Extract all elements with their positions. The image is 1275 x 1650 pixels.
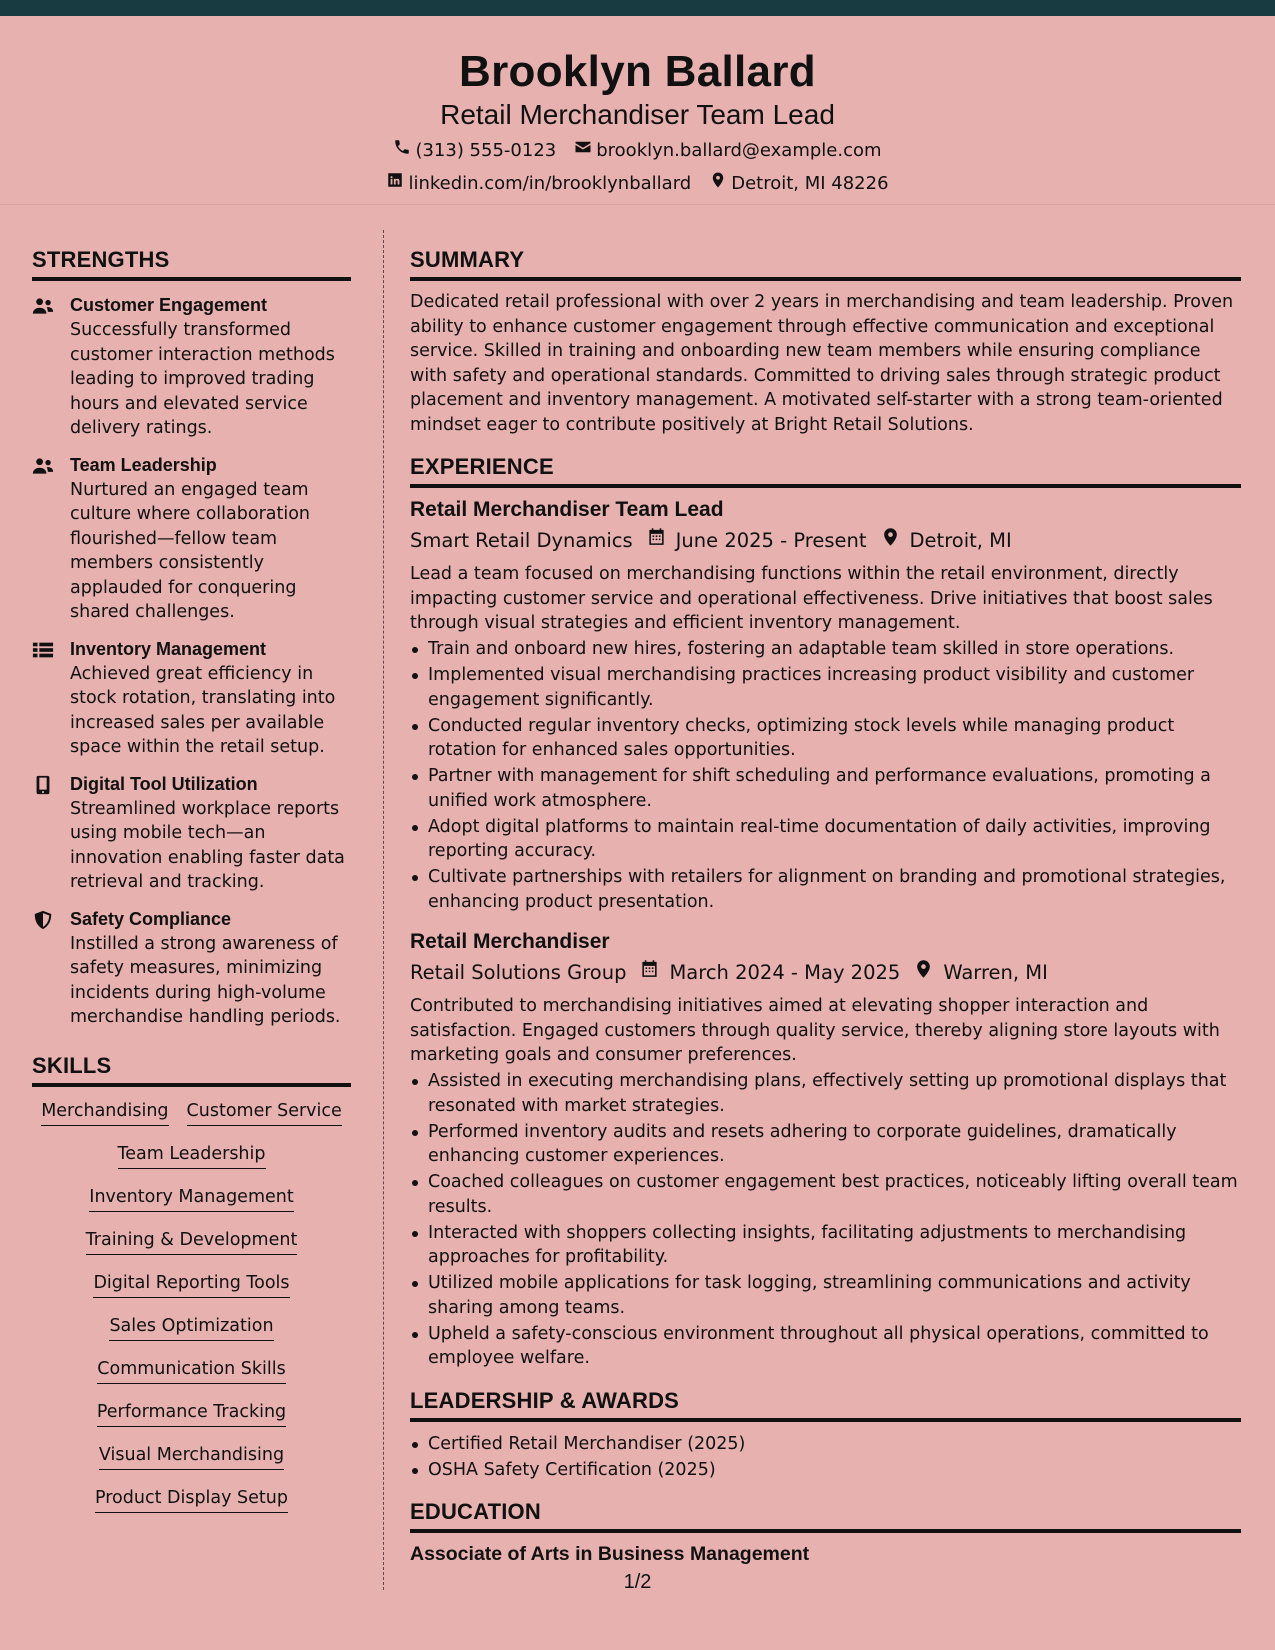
users-icon [32, 453, 70, 625]
job-location: Warren, MI [943, 961, 1048, 984]
job-location: Detroit, MI [909, 529, 1012, 552]
skills-list [32, 1099, 351, 1513]
linkedin-contact[interactable] [386, 171, 691, 196]
job-meta [410, 527, 1241, 555]
strength-title: Safety Compliance [70, 908, 232, 929]
strength-description: Achieved great efficiency in stock rotation, translating into increased sales per available space within the retail setup. [70, 663, 336, 757]
shield-icon [32, 907, 70, 1030]
bullet-item: Utilized mobile applications for task logging, streamlining communications and activity sharing among teams. [410, 1271, 1241, 1320]
envelope-icon [574, 138, 592, 163]
resume-header [0, 16, 1275, 204]
skill-tag: Team Leadership [118, 1142, 266, 1169]
location-text: Detroit, MI 48226 [731, 172, 889, 194]
strength-item [32, 453, 351, 625]
job-description: Contributed to merchandising initiatives aimed at elevating shopper interaction and satisfaction. Engaged customers through quality service, thereby aligning store layouts with marketing goals and consumer preferences. [410, 996, 1220, 1065]
bullet-item: Train and onboard new hires, fostering an adaptable team skilled in store operations. [410, 637, 1241, 662]
strength-item [32, 293, 351, 441]
top-accent-bar [0, 0, 1275, 16]
skill-tag: Customer Service [187, 1099, 342, 1126]
bullet-item: Assisted in executing merchandising plans, effectively setting up promotional displays that resonated with market strategies. [410, 1069, 1241, 1118]
job-entry [410, 928, 1241, 1371]
skill-tag: Product Display Setup [95, 1486, 288, 1513]
job-meta [410, 959, 1241, 987]
strength-description: Streamlined workplace reports using mobile tech—an innovation enabling faster data retrieval and tracking. [70, 798, 345, 892]
award-item: OSHA Safety Certification (2025) [410, 1458, 1241, 1483]
strength-body [70, 293, 351, 441]
education-title: EDUCATION [410, 1498, 1241, 1533]
skill-tag: Visual Merchandising [99, 1443, 284, 1470]
bullet-item: Coached colleagues on customer engagement best practices, noticeably lifting overall team results. [410, 1170, 1241, 1219]
strength-item [32, 637, 351, 760]
bullet-item: Upheld a safety-conscious environment throughout all physical operations, committed to employee welfare. [410, 1322, 1241, 1371]
job-entry [410, 496, 1241, 914]
strength-body [70, 453, 351, 625]
contact-row-1 [0, 138, 1275, 163]
awards-list [410, 1432, 1241, 1483]
page-number: 1/2 [623, 1571, 652, 1593]
job-title: Retail Merchandiser Team Lead [410, 498, 724, 521]
award-item: Certified Retail Merchandiser (2025) [410, 1432, 1241, 1457]
map-pin-icon [900, 959, 943, 987]
strength-description: Instilled a strong awareness of safety measures, minimizing incidents during high-volume merchandise handling periods. [70, 933, 341, 1027]
strength-body [70, 637, 351, 760]
strengths-list [32, 293, 351, 1030]
location-contact [709, 171, 888, 196]
users-icon [32, 293, 70, 441]
list-icon [32, 637, 70, 760]
strength-body [70, 907, 351, 1030]
skill-tag: Inventory Management [89, 1185, 293, 1212]
header-divider [0, 204, 1275, 205]
map-pin-icon [709, 171, 727, 196]
experience-title: EXPERIENCE [410, 453, 1241, 488]
bullet-item: Cultivate partnerships with retailers for alignment on branding and promotional strategies, enhancing product presentation. [410, 865, 1241, 914]
job-dates: June 2025 - Present [675, 529, 867, 552]
calendar-icon [626, 959, 669, 987]
job-title: Retail Merchandiser [410, 930, 610, 953]
phone-text: (313) 555-0123 [415, 139, 557, 161]
education-degree: Associate of Arts in Business Management [410, 1543, 810, 1565]
right-column [410, 246, 1241, 1567]
map-pin-icon [867, 527, 910, 555]
strength-description: Nurtured an engaged team culture where collaboration flourished—fellow team members consistently applauded for conquering shared challenges. [70, 479, 311, 622]
strength-title: Inventory Management [70, 638, 267, 659]
strength-item [32, 907, 351, 1030]
bullet-item: Performed inventory audits and resets adhering to corporate guidelines, dramatically enhancing customer experiences. [410, 1120, 1241, 1169]
phone-contact [393, 138, 556, 163]
email-contact[interactable] [574, 138, 881, 163]
strength-title: Digital Tool Utilization [70, 773, 258, 794]
summary-title: SUMMARY [410, 246, 1241, 281]
job-dates: March 2024 - May 2025 [669, 961, 901, 984]
skill-tag: Sales Optimization [109, 1314, 273, 1341]
linkedin-text[interactable]: linkedin.com/in/brooklynballard [408, 172, 692, 194]
phone-icon [393, 138, 411, 163]
strengths-title: STRENGTHS [32, 246, 351, 281]
strength-item [32, 772, 351, 895]
email-text[interactable]: brooklyn.ballard@example.com [596, 139, 882, 161]
job-bullets [410, 637, 1241, 914]
left-column [32, 246, 351, 1513]
strength-title: Team Leadership [70, 454, 217, 475]
job-bullets [410, 1069, 1241, 1371]
calendar-icon [633, 527, 676, 555]
summary-text: Dedicated retail professional with over 2 years in merchandising and team leadership. Proven ability to enhance customer engagement through effective communication and exceptional service. Skilled in training and onboarding new team members while ensuring compliance with safety and operational standards. Committed to driving sales through strategic product placement and inventory management. A motivated self-starter with a strong team-oriented mindset eager to contribute positively at Bright Retail Solutions. [410, 292, 1234, 435]
skill-tag: Training & Development [86, 1228, 298, 1255]
skills-title: SKILLS [32, 1052, 351, 1087]
job-description: Lead a team focused on merchandising functions within the retail environment, directly impacting customer service and operational effectiveness. Drive initiatives that boost sales through visual strategies and efficient inventory management. [410, 564, 1213, 633]
contact-row-2 [0, 171, 1275, 196]
bullet-item: Adopt digital platforms to maintain real-time documentation of daily activities, improving reporting accuracy. [410, 815, 1241, 864]
bullet-item: Partner with management for shift scheduling and performance evaluations, promoting a unified work atmosphere. [410, 764, 1241, 813]
candidate-role: Retail Merchandiser Team Lead [440, 99, 835, 130]
bullet-item: Implemented visual merchandising practices increasing product visibility and customer engagement significantly. [410, 663, 1241, 712]
skill-tag: Communication Skills [97, 1357, 285, 1384]
candidate-name: Brooklyn Ballard [459, 47, 816, 96]
awards-title: LEADERSHIP & AWARDS [410, 1387, 1241, 1422]
experience-list [410, 496, 1241, 1371]
linkedin-icon [386, 171, 404, 196]
mobile-icon [32, 772, 70, 895]
skill-tag: Performance Tracking [97, 1400, 286, 1427]
job-company: Retail Solutions Group [410, 961, 627, 984]
bullet-item: Conducted regular inventory checks, optimizing stock levels while managing product rotation for enhanced sales opportunities. [410, 714, 1241, 763]
strength-body [70, 772, 351, 895]
bullet-item: Interacted with shoppers collecting insights, facilitating adjustments to merchandising approaches for profitability. [410, 1221, 1241, 1270]
strength-description: Successfully transformed customer interaction methods leading to improved trading hours and elevated service delivery ratings. [70, 320, 335, 438]
skill-tag: Merchandising [41, 1099, 168, 1126]
column-divider [383, 230, 384, 1590]
strength-title: Customer Engagement [70, 295, 268, 315]
skill-tag: Digital Reporting Tools [93, 1271, 289, 1298]
job-company: Smart Retail Dynamics [410, 529, 633, 552]
